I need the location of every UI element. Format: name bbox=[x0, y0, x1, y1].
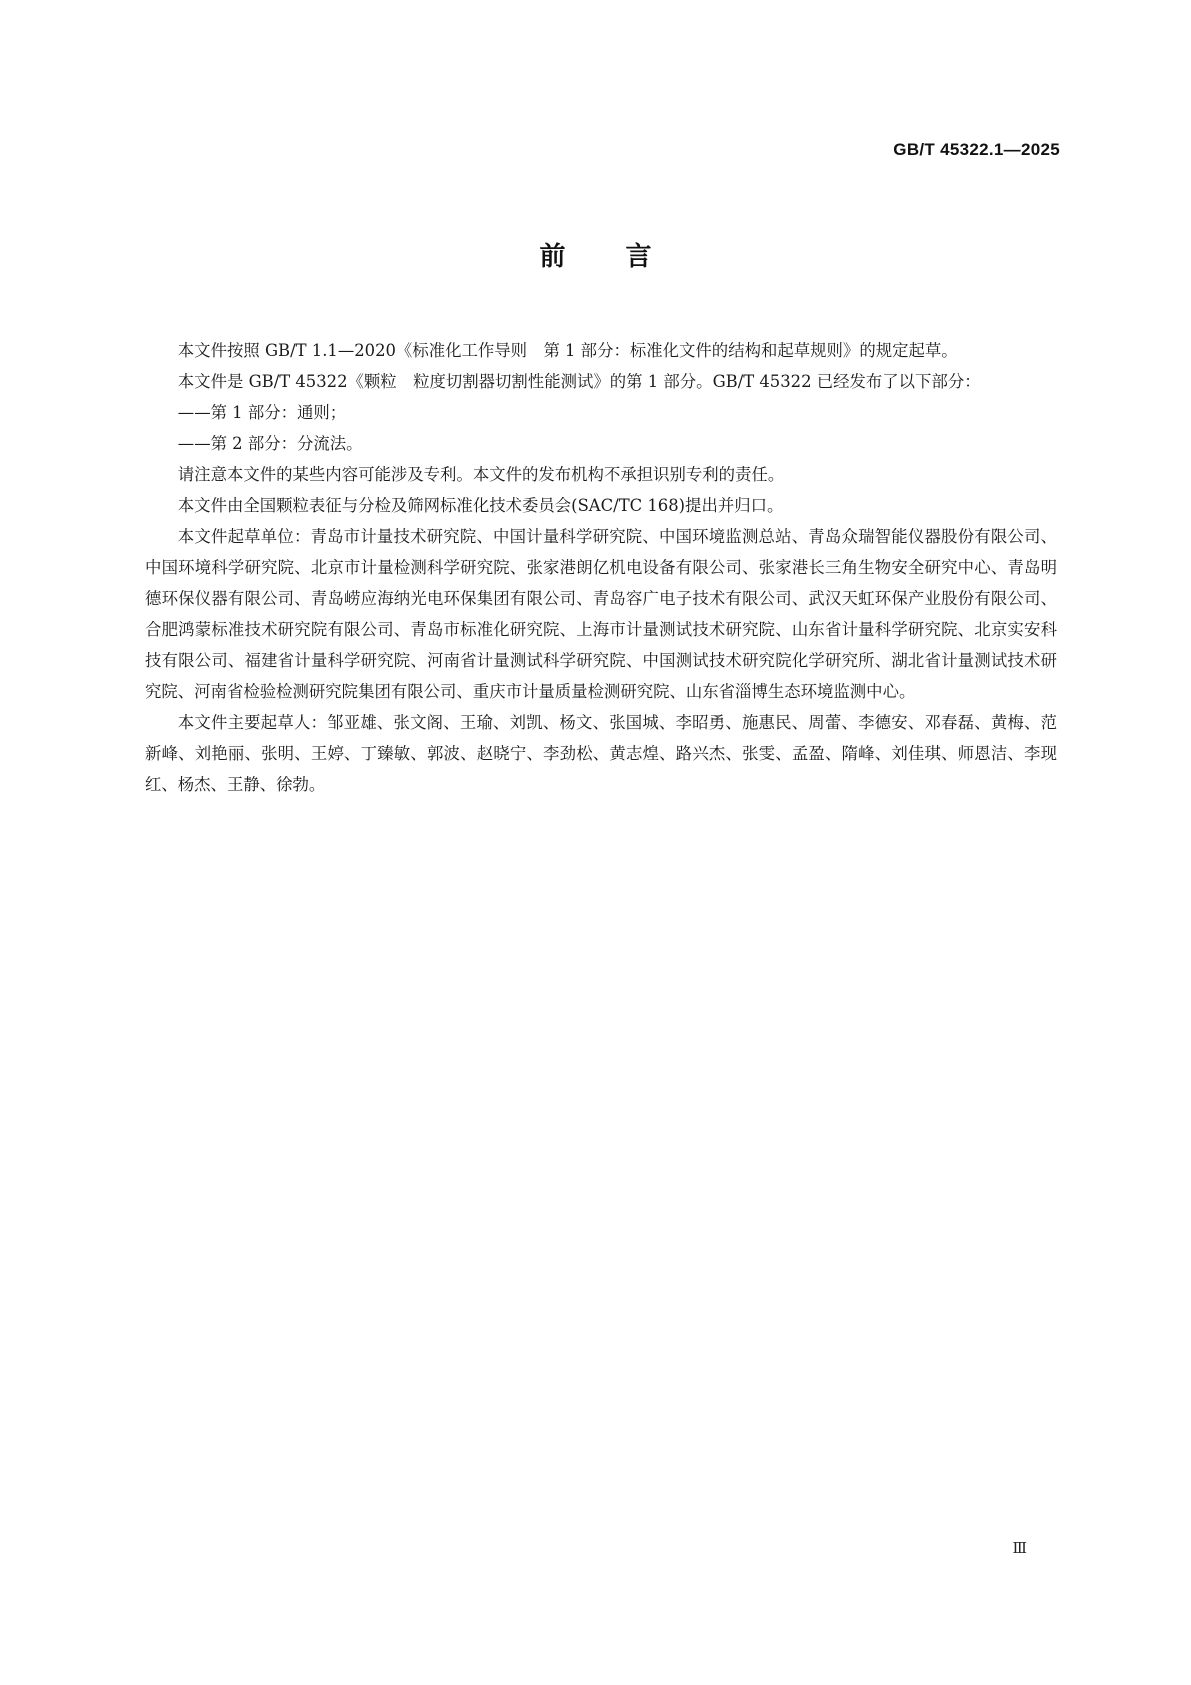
paragraph-proposer: 本文件由全国颗粒表征与分检及筛网标准化技术委员会(SAC/TC 168)提出并归口。 bbox=[177, 496, 784, 515]
paragraph-patent-notice: 请注意本文件的某些内容可能涉及专利。本文件的发布机构不承担识别专利的责任。 bbox=[177, 465, 785, 484]
paragraph-drafters: 本文件主要起草人：邹亚雄、张文阁、王瑜、刘凯、杨文、张国城、李昭勇、施惠民、周蕾、李德安、邓春磊、黄梅、范新峰、刘艳丽、张明、王婷、丁臻敏、郭波、赵晓宁、李劲松、黄志煌、路兴杰、张雯、孟盈、隋峰、刘佳琪、师恩洁、李现红、杨杰、王静、徐勃。 bbox=[145, 713, 1057, 794]
paragraph-drafting-organizations: 本文件起草单位：青岛市计量技术研究院、中国计量科学研究院、中国环境监测总站、青岛众瑞智能仪器股份有限公司、中国环境科学研究院、北京市计量检测科学研究院、张家港朗亿机电设备有限公司、张家港长三角生物安全研究中心、青岛明德环保仪器有限公司、青岛崂应海纳光电环保集团有限公司、青岛容广电子技术有限公司、武汉天虹环保产业股份有限公司、合肥鸿蒙标准技术研究院有限公司、青岛市标准化研究院、上海市计量测试技术研究院、山东省计量科学研究院、北京实安科技有限公司、福建省计量科学研究院、河南省计量测试科学研究院、中国测试技术研究院化学研究所、湖北省计量测试技术研究院、河南省检验检测研究院集团有限公司、重庆市计量质量检测研究院、山东省淄博生态环境监测中心。 bbox=[145, 527, 1057, 701]
list-item-part-2: ——第 2 部分：分流法。 bbox=[177, 434, 363, 453]
page-number: Ⅲ bbox=[1012, 1539, 1027, 1557]
standard-number: GB/T 45322.1—2025 bbox=[893, 140, 1060, 159]
list-item-part-1: ——第 1 部分：通则； bbox=[177, 403, 347, 422]
body-text bbox=[145, 335, 1057, 800]
page-title: 前言 bbox=[539, 242, 712, 272]
paragraph-document-parts: 本文件是 GB/T 45322《颗粒 粒度切割器切割性能测试》的第 1 部分。GB/T 45322 已经发布了以下部分： bbox=[177, 372, 981, 391]
paragraph-drafting-rules: 本文件按照 GB/T 1.1—2020《标准化工作导则 第 1 部分：标准化文件的结构和起草规则》的规定起草。 bbox=[177, 341, 958, 360]
